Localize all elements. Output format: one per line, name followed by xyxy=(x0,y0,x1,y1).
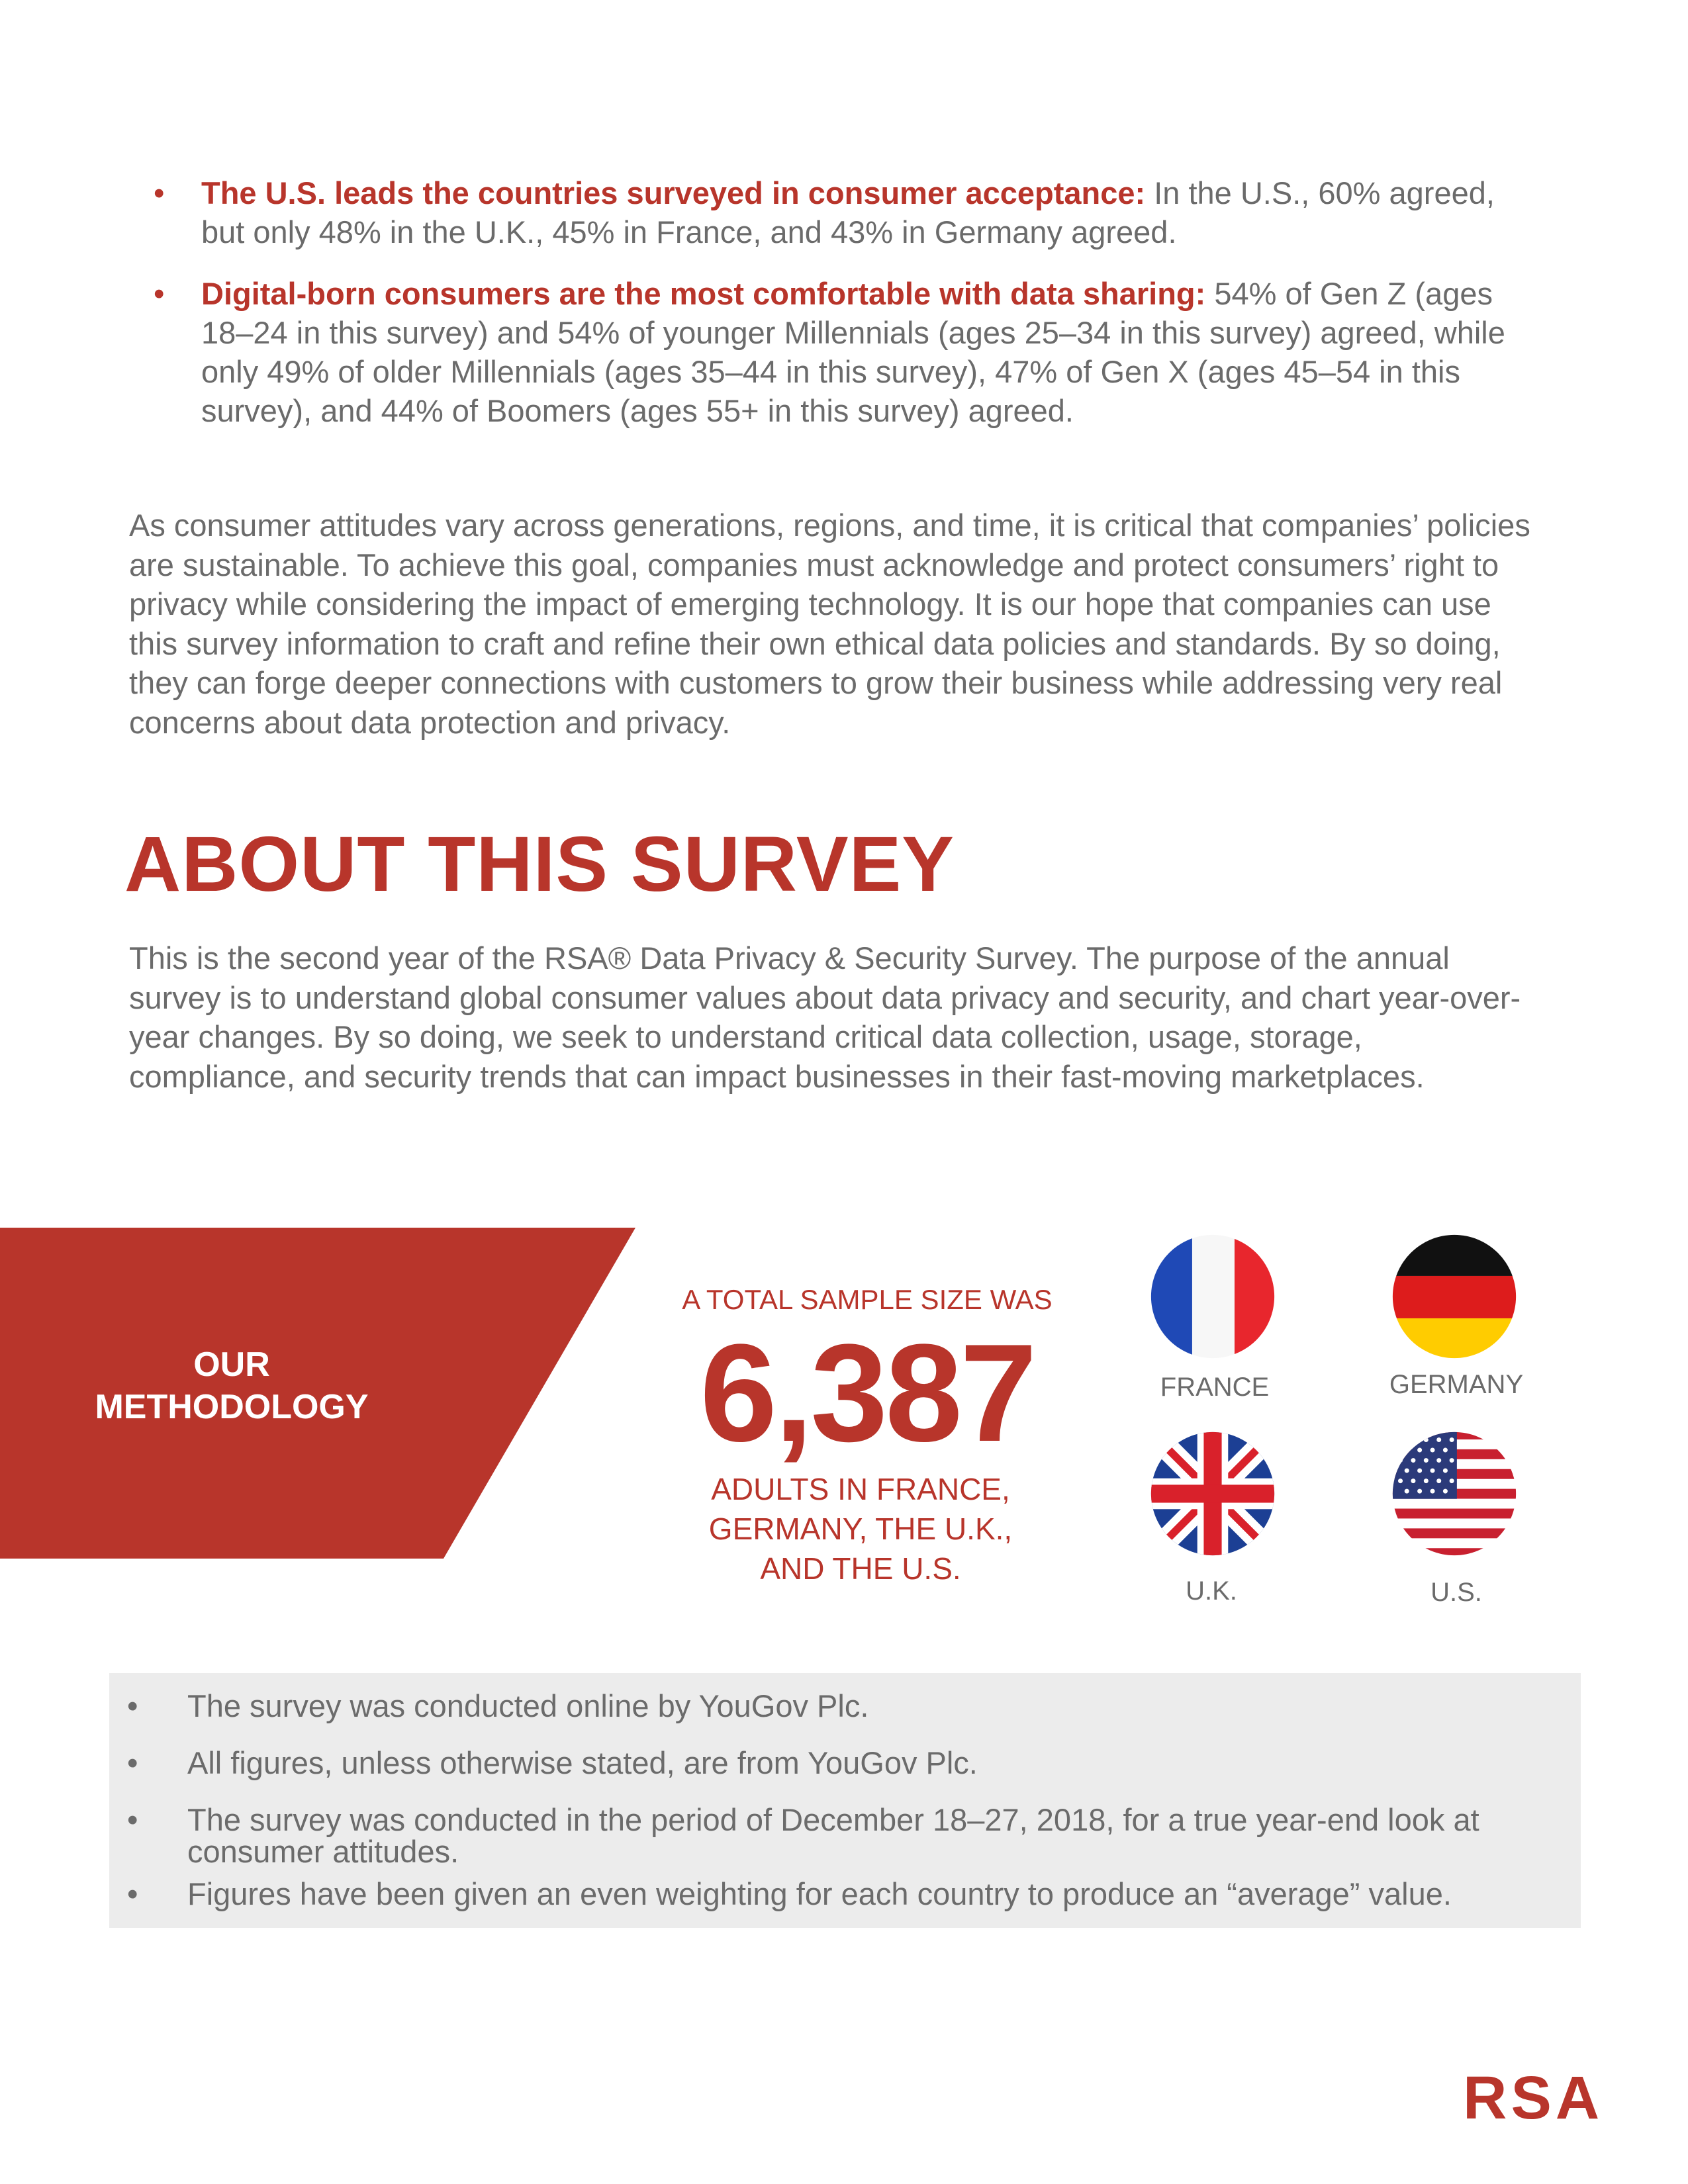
france-flag-icon xyxy=(1149,1232,1277,1361)
note-text: The survey was conducted online by YouGov Plc. xyxy=(187,1688,869,1723)
country-label-us: U.S. xyxy=(1430,1578,1482,1607)
sample-description-line: AND THE U.S. xyxy=(760,1551,961,1586)
methodology-label xyxy=(60,1343,404,1428)
note-text: Figures have been given an even weighting for each country to produce an “average” value. xyxy=(187,1876,1452,1911)
sample-size-number: 6,387 xyxy=(700,1315,1035,1471)
methodology-notes-box xyxy=(109,1673,1581,1928)
sample-description-line: ADULTS IN FRANCE, xyxy=(711,1472,1010,1506)
germany-flag-icon xyxy=(1390,1232,1519,1361)
bullet-icon: • xyxy=(127,1876,138,1911)
sample-description xyxy=(655,1469,1066,1588)
bullet-icon: • xyxy=(127,1802,138,1837)
methodology-label-line: METHODOLOGY xyxy=(95,1388,369,1426)
bullet-icon: • xyxy=(127,1688,138,1723)
finding-lead: Digital-born consumers are the most comfortable with data sharing: xyxy=(201,276,1206,311)
sample-intro: A TOTAL SAMPLE SIZE WAS xyxy=(682,1284,1053,1315)
bullet-icon: • xyxy=(154,175,165,210)
finding-text: 54% of Gen Z (ages 18–24 in this survey) and 54% of younger Millennials (ages 25–34 in this survey) agreed, while only 49% of older Millennials (ages 35–44 in this survey), 47% of Gen X (ages 45–54 in this survey), and 44% of Boomers (ages 55+ in this survey) agreed. xyxy=(201,276,1505,428)
bullet-icon: • xyxy=(127,1745,138,1780)
finding-text: In the U.S., 60% agreed, but only 48% in the U.K., 45% in France, and 43% in Germany agreed. xyxy=(201,175,1495,250)
survey-description-paragraph: This is the second year of the RSA® Data Privacy & Security Survey. The purpose of the annual survey is to understand global consumer values about data privacy and security, and chart year-over-year changes. By so doing, we seek to understand critical data collection, usage, storage, compliance, and security trends that can impact businesses in their fast-moving marketplaces. xyxy=(129,940,1521,1094)
key-findings-list xyxy=(154,173,1517,453)
finding-lead: The U.S. leads the countries surveyed in consumer acceptance: xyxy=(201,175,1146,210)
sample-description-line: GERMANY, THE U.K., xyxy=(708,1512,1013,1546)
methodology-label-line: OUR xyxy=(193,1345,270,1384)
note-text: All figures, unless otherwise stated, are from YouGov Plc. xyxy=(187,1745,978,1780)
note-text: The survey was conducted in the period of December 18–27, 2018, for a true year-end look at consumer attitudes. xyxy=(187,1802,1479,1869)
us-flag-icon xyxy=(1390,1430,1519,1558)
rsa-logo: RSA xyxy=(1463,2064,1604,2132)
country-label-france: FRANCE xyxy=(1160,1373,1270,1402)
uk-flag-icon xyxy=(1149,1430,1277,1558)
section-title: ABOUT THIS SURVEY xyxy=(124,821,955,908)
bullet-icon: • xyxy=(154,276,165,311)
finding-item xyxy=(154,173,1517,251)
country-label-uk: U.K. xyxy=(1186,1576,1237,1606)
finding-item xyxy=(154,274,1517,430)
country-label-germany: GERMANY xyxy=(1389,1370,1524,1399)
conclusion-paragraph: As consumer attitudes vary across generations, regions, and time, it is critical that companies’ policies are sustainable. To achieve this goal, companies must acknowledge and protect consumers’ right to privacy while considering the impact of emerging technology. It is our hope that companies can use this survey information to craft and refine their own ethical data policies and standards. By so doing, they can forge deeper connections with customers to grow their business while addressing very real concerns about data protection and privacy. xyxy=(129,508,1530,740)
